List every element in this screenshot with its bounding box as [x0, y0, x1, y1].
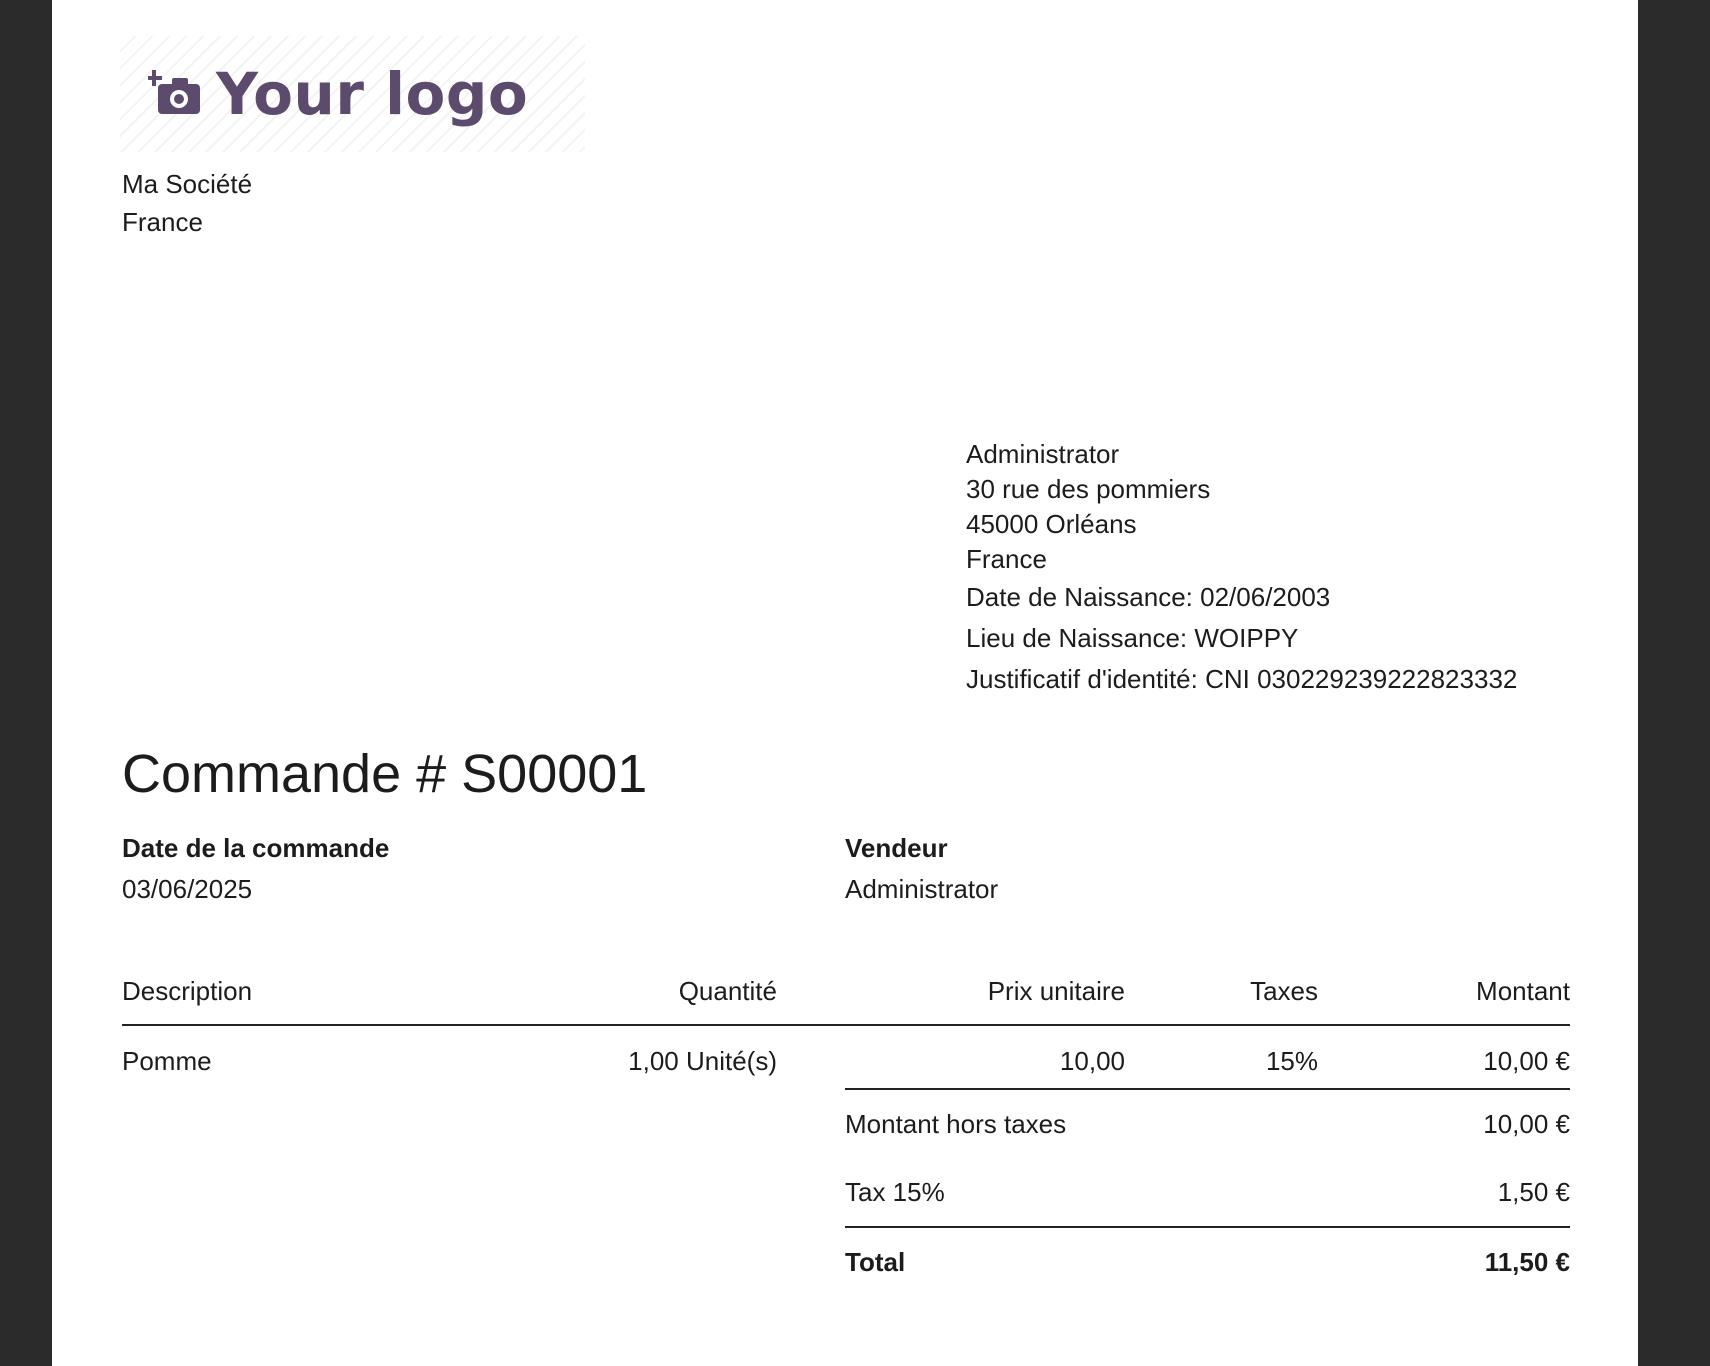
table-header-row: [122, 958, 1570, 1025]
partner-name: Administrator: [966, 439, 1120, 469]
partner-city: 45000 Orléans: [966, 509, 1137, 539]
order-date-label: Date de la commande: [122, 833, 390, 863]
untaxed-row: [845, 1089, 1570, 1158]
company-name: Ma Société: [122, 169, 253, 199]
untaxed-label: Montant hors taxes: [845, 1089, 1366, 1158]
column-header-unit-price: Prix unitaire: [777, 958, 1125, 1025]
table-row: [122, 1025, 1570, 1096]
line-amount: 10,00 €: [1483, 1045, 1570, 1076]
partner-birth-place: Lieu de Naissance: WOIPPY: [966, 623, 1299, 653]
tax-label: Tax 15%: [845, 1176, 945, 1207]
total-value: 11,50 €: [1366, 1227, 1570, 1296]
seller-value: Administrator: [845, 874, 999, 904]
column-header-amount: Montant: [1318, 958, 1570, 1025]
order-date-block: [122, 828, 389, 910]
company-logo[interactable]: [120, 36, 585, 152]
line-quantity: 1,00 Unité(s): [628, 1045, 777, 1076]
page-title: Commande # S00001: [122, 744, 648, 804]
seller-block: [845, 828, 998, 910]
line-description: Pomme: [122, 1045, 212, 1076]
partner-address: [966, 437, 1517, 700]
line-taxes: 15%: [1265, 1045, 1318, 1076]
tax-row: [845, 1158, 1570, 1227]
camera-plus-icon: [148, 66, 204, 122]
column-header-taxes: Taxes: [1125, 958, 1318, 1025]
seller-label: Vendeur: [845, 833, 948, 863]
order-lines-table: [122, 958, 1570, 1096]
column-header-description: Description: [122, 958, 442, 1025]
logo-text: Your logo: [216, 60, 529, 128]
total-row: [845, 1227, 1570, 1296]
tax-value: 1,50 €: [1497, 1176, 1570, 1207]
partner-street: 30 rue des pommiers: [966, 474, 1211, 504]
partner-birth-date: Date de Naissance: 02/06/2003: [966, 582, 1331, 612]
untaxed-value: 10,00 €: [1366, 1089, 1570, 1158]
column-header-quantity: Quantité: [442, 958, 777, 1025]
report-page: [52, 0, 1638, 1366]
line-unit-price: 10,00: [1059, 1045, 1125, 1076]
order-date-value: 03/06/2025: [122, 874, 253, 904]
company-address: [122, 165, 252, 241]
totals-table: [845, 1088, 1570, 1296]
company-country: France: [122, 207, 203, 237]
total-label: Total: [845, 1227, 1366, 1296]
partner-id-document: Justificatif d'identité: CNI 030229239222823332: [966, 664, 1518, 694]
partner-country: France: [966, 544, 1047, 574]
